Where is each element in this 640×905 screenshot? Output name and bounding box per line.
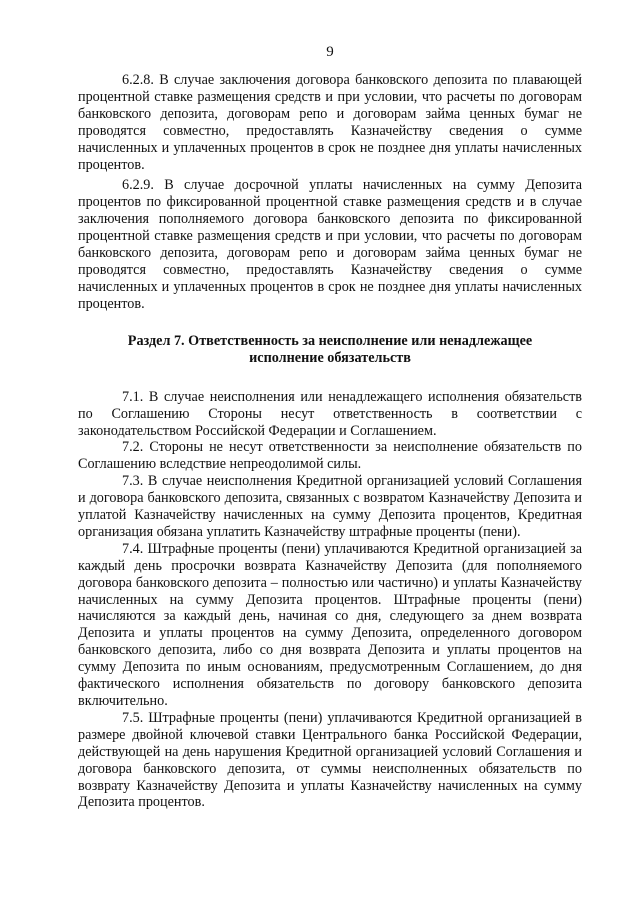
paragraph-7-4: 7.4. Штрафные проценты (пени) уплачиваются Кредитной организацией за каждый день просрочки возврата Казначейству Депозита (для пополняемого договора банковского депозита – полностью или частично) и уплаты Казначейству начисленных на сумму Депозита процентов. Штрафные проценты (пени) начисляются за каждый день, начиная со дня, следующего за днем возврата Депозита и уплаты процентов на сумму Депозита, определенного договором банковского депозита, либо со дня возврата Депозита и уплаты процентов на сумму Депозита по иным основаниям, предусмотренным Соглашением, до дня фактического исполнения обязательств по договору банковского депозита включительно. [78, 540, 582, 709]
page-number: 9 [326, 44, 334, 60]
paragraph-6-2-9: 6.2.9. В случае досрочной уплаты начисленных на сумму Депозита процентов по фиксированной процентной ставке размещения средств и в случае заключения пополняемого договора банковского депозита по фиксированной процентной ставке размещения средств и при условии, что расчеты по договорам банковского депозита, договорам репо и договорам займа ценных бумаг не проводятся совместно, предоставлять Казначейству сведения о сумме начисленных и уплаченных процентов в срок не позднее дня уплаты начисленных процентов. [78, 177, 582, 312]
paragraph-7-5: 7.5. Штрафные проценты (пени) уплачиваются Кредитной организацией в размере двойной ключевой ставки Центрального банка Российской Федерации, действующей на день нарушения Кредитной организацией условий Соглашения и договора банковского депозита, от суммы неисполненных обязательств по возврату Казначейству Депозита и уплаты Казначейству начисленных на сумму Депозита процентов. [78, 709, 582, 811]
paragraph-7-1: 7.1. В случае неисполнения или ненадлежащего исполнения обязательств по Соглашению Стороны несут ответственность в соответствии с законодательством Российской Федерации и Соглашением. [78, 388, 582, 439]
section-7-title [78, 333, 582, 367]
paragraph-7-2: 7.2. Стороны не несут ответственности за неисполнение обязательств по Соглашению вследствие непреодолимой силы. [78, 439, 582, 473]
section-title-line-2: исполнение обязательств [249, 349, 411, 366]
paragraph-6-2-8: 6.2.8. В случае заключения договора банковского депозита по плавающей процентной ставке размещения средств и при условии, что расчеты по договорам банковского депозита, договорам репо и договорам займа ценных бумаг не проводятся совместно, предоставлять Казначейству сведения о сумме начисленных и уплаченных процентов в срок не позднее дня уплаты начисленных процентов. [78, 72, 582, 173]
section-title-line-1: Раздел 7. Ответственность за неисполнение или ненадлежащее [127, 332, 533, 349]
paragraph-7-3: 7.3. В случае неисполнения Кредитной организацией условий Соглашения и договора банковского депозита, связанных с возвратом Казначейству Депозита и уплатой Казначейству начисленных на сумму Депозита процентов, Кредитная организация обязана уплатить Казначейству штрафные проценты (пени). [78, 473, 582, 540]
